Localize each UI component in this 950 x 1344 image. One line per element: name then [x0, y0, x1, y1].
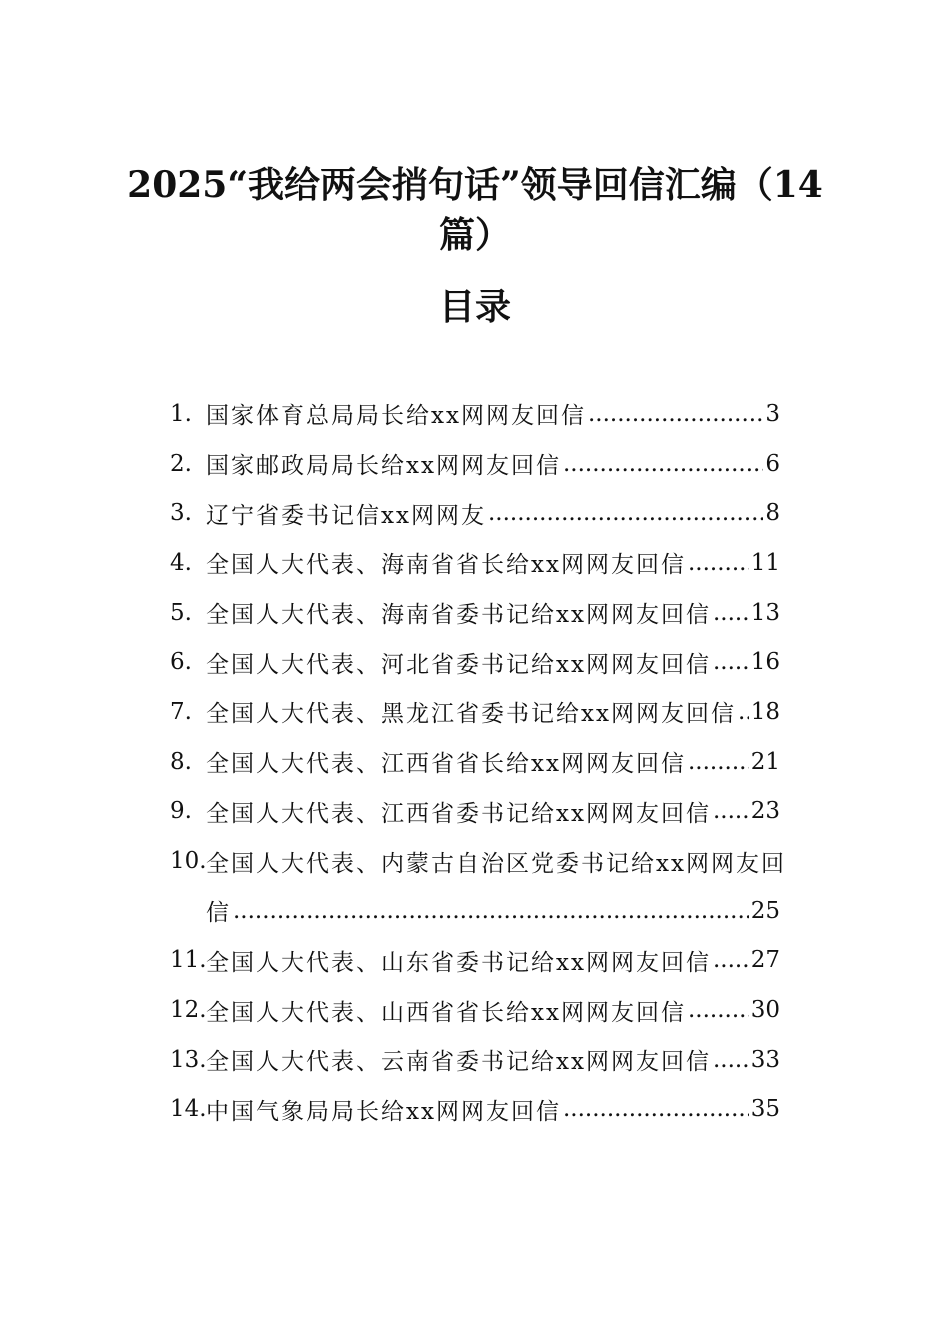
- toc-entry-number: 9.: [170, 798, 192, 825]
- table-of-contents: [170, 389, 786, 1134]
- toc-entry-title: 国家体育总局局长给xx网网友回信: [206, 403, 586, 430]
- toc-entry-page: 21: [750, 748, 780, 775]
- toc-entry-9[interactable]: [170, 787, 780, 837]
- toc-entry-11[interactable]: [170, 936, 780, 986]
- toc-entry-page: 6: [765, 450, 780, 477]
- dot-leader: [233, 898, 749, 924]
- toc-entry-title: 全国人大代表、河北省委书记给xx网网友回信: [206, 651, 711, 678]
- dot-leader: [563, 451, 763, 477]
- toc-entry-title: 全国人大代表、云南省委书记给xx网网友回信: [206, 1049, 711, 1076]
- toc-entry-title: 全国人大代表、山东省委书记给xx网网友回信: [206, 949, 711, 976]
- dot-leader: [688, 550, 749, 576]
- toc-entry-page: 33: [750, 1046, 780, 1073]
- document-title: 2025“我给两会捎句话”领导回信汇编（14: [127, 164, 823, 206]
- toc-entry-title: 全国人大代表、江西省省长给xx网网友回信: [206, 751, 686, 778]
- toc-entry-page: 11: [750, 549, 780, 576]
- toc-entry-number: 3.: [170, 500, 192, 527]
- toc-entry-12[interactable]: [170, 985, 780, 1035]
- dot-leader: [713, 1047, 749, 1073]
- toc-entry-10[interactable]: [170, 836, 786, 886]
- toc-entry-1[interactable]: [170, 389, 780, 439]
- toc-entry-number: 14.: [170, 1096, 207, 1123]
- toc-heading: 目录: [438, 286, 511, 328]
- toc-entry-13[interactable]: [170, 1035, 780, 1085]
- toc-entry-page: 3: [765, 400, 780, 427]
- toc-entry-page: 35: [750, 1096, 780, 1123]
- dot-leader: [713, 947, 749, 973]
- toc-entry-number: 6.: [170, 649, 192, 676]
- toc-entry-number: 12.: [170, 997, 207, 1024]
- toc-entry-title: 国家邮政局局长给xx网网友回信: [206, 453, 561, 480]
- toc-entry-page: 27: [750, 947, 780, 974]
- toc-entry-2[interactable]: [170, 439, 780, 489]
- dot-leader: [488, 500, 763, 526]
- toc-entry-number: 13.: [170, 1046, 207, 1073]
- toc-entry-title: 全国人大代表、海南省省长给xx网网友回信: [206, 552, 686, 579]
- toc-entry-page: 16: [750, 649, 780, 676]
- dot-leader: [713, 798, 749, 824]
- toc-entry-page: 13: [750, 599, 780, 626]
- toc-entry-title: 辽宁省委书记信xx网网友: [206, 502, 486, 529]
- toc-entry-6[interactable]: [170, 637, 780, 687]
- toc-entry-title: 全国人大代表、黑龙江省委书记给xx网网友回信: [206, 701, 736, 728]
- toc-entry-title: 全国人大代表、内蒙古自治区党委书记给xx网网友回: [206, 850, 786, 877]
- dot-leader: [688, 749, 749, 775]
- toc-entry-number: 10.: [170, 848, 207, 875]
- toc-entry-page: 25: [750, 897, 780, 924]
- toc-entry-5[interactable]: [170, 588, 780, 638]
- toc-entry-number: 4.: [170, 549, 192, 576]
- toc-entry-7[interactable]: [170, 687, 780, 737]
- toc-entry-page: 8: [765, 500, 780, 527]
- dot-leader: [588, 401, 763, 427]
- toc-entry-title: 全国人大代表、江西省委书记给xx网网友回信: [206, 800, 711, 827]
- toc-entry-title-continued: 信: [206, 900, 231, 927]
- toc-entry-10-continued[interactable]: [170, 886, 780, 936]
- toc-entry-page: 18: [750, 698, 780, 725]
- toc-entry-number: 5.: [170, 599, 192, 626]
- toc-entry-number: 11.: [170, 947, 207, 974]
- toc-entry-3[interactable]: [170, 488, 780, 538]
- dot-leader: [688, 997, 749, 1023]
- toc-entry-number: 2.: [170, 450, 192, 477]
- toc-entry-page: 30: [750, 997, 780, 1024]
- toc-entry-title: 中国气象局局长给xx网网友回信: [206, 1098, 561, 1125]
- toc-entry-4[interactable]: [170, 538, 780, 588]
- toc-entry-number: 8.: [170, 748, 192, 775]
- toc-entry-8[interactable]: [170, 737, 780, 787]
- dot-leader: [713, 649, 749, 675]
- dot-leader: [563, 1096, 749, 1122]
- dot-leader: [713, 600, 749, 626]
- toc-entry-number: 1.: [170, 400, 192, 427]
- toc-entry-title: 全国人大代表、海南省委书记给xx网网友回信: [206, 602, 711, 629]
- document-title-continued: 篇）: [438, 214, 511, 256]
- toc-entry-number: 7.: [170, 698, 192, 725]
- toc-entry-title: 全国人大代表、山西省省长给xx网网友回信: [206, 999, 686, 1026]
- dot-leader: [738, 699, 749, 725]
- toc-entry-page: 23: [750, 798, 780, 825]
- toc-entry-14[interactable]: [170, 1085, 780, 1135]
